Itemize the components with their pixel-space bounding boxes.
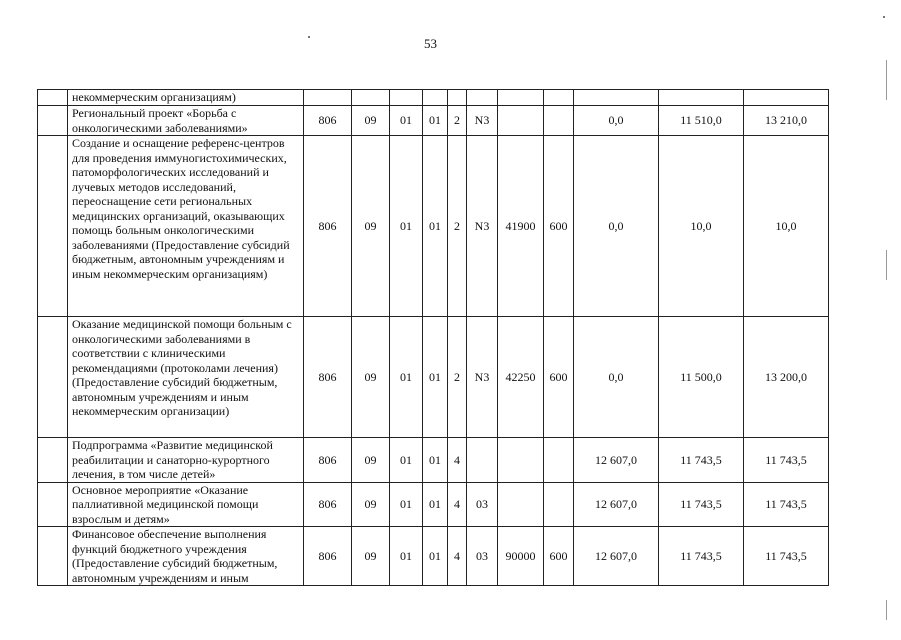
amount-year1-cell: 0,0: [574, 317, 659, 438]
amount-year3-cell: 11 743,5: [744, 438, 829, 483]
row-index-cell: [38, 317, 68, 438]
direction-code-cell: 41900: [498, 136, 544, 317]
program-code-cell: 01: [423, 317, 448, 438]
subsection-code-cell: 01: [390, 482, 423, 527]
expense-type-cell: [544, 106, 574, 136]
item-name-cell: Финансовое обеспечение выполнения функций бюджетного учреждения (Предоставление субсидий бюджетным, автономным учреждениям и иным: [68, 527, 304, 586]
subprogram-code-cell: 2: [448, 317, 467, 438]
event-code-cell: [467, 90, 498, 106]
budget-table: [37, 89, 829, 586]
program-code-cell: 01: [423, 527, 448, 586]
table-row: [38, 482, 829, 527]
subprogram-code-cell: 4: [448, 482, 467, 527]
row-index-cell: [38, 438, 68, 483]
direction-code-cell: 42250: [498, 317, 544, 438]
amount-year2-cell: 11 510,0: [659, 106, 744, 136]
event-code-cell: N3: [467, 106, 498, 136]
subsection-code-cell: 01: [390, 317, 423, 438]
direction-code-cell: 90000: [498, 527, 544, 586]
program-code-cell: [423, 90, 448, 106]
amount-year2-cell: 11 743,5: [659, 482, 744, 527]
item-name-cell: Подпрограмма «Развитие медицинской реабилитации и санаторно-курортного лечения, в том числе детей»: [68, 438, 304, 483]
table-row: [38, 527, 829, 586]
section-code-cell: 09: [352, 438, 390, 483]
expense-type-cell: 600: [544, 317, 574, 438]
amount-year1-cell: 0,0: [574, 136, 659, 317]
program-code-cell: 01: [423, 136, 448, 317]
program-code-cell: 01: [423, 482, 448, 527]
ministry-code-cell: 806: [304, 527, 352, 586]
amount-year3-cell: 13 200,0: [744, 317, 829, 438]
table-row: [38, 438, 829, 483]
row-index-cell: [38, 482, 68, 527]
ministry-code-cell: 806: [304, 317, 352, 438]
program-code-cell: 01: [423, 438, 448, 483]
section-code-cell: 09: [352, 527, 390, 586]
subsection-code-cell: 01: [390, 438, 423, 483]
table-row: [38, 106, 829, 136]
row-index-cell: [38, 90, 68, 106]
subsection-code-cell: [390, 90, 423, 106]
amount-year2-cell: 11 743,5: [659, 527, 744, 586]
table-row: [38, 136, 829, 317]
item-name-cell: Оказание медицинской помощи больным с онкологическими заболеваниями в соответствии с клиническими рекомендациями (протоколами лечения) (Предоставление субсидий бюджетным, автономным учреждениям и иным некоммерческим организации): [68, 317, 304, 438]
page-number: 53: [424, 36, 437, 51]
subsection-code-cell: 01: [390, 136, 423, 317]
subprogram-code-cell: 2: [448, 106, 467, 136]
expense-type-cell: 600: [544, 136, 574, 317]
amount-year1-cell: 12 607,0: [574, 438, 659, 483]
section-code-cell: 09: [352, 106, 390, 136]
expense-type-cell: [544, 482, 574, 527]
ministry-code-cell: 806: [304, 482, 352, 527]
section-code-cell: 09: [352, 136, 390, 317]
section-code-cell: 09: [352, 482, 390, 527]
amount-year1-cell: 12 607,0: [574, 482, 659, 527]
scan-artifact: [886, 250, 887, 280]
table-row: [38, 317, 829, 438]
event-code-cell: 03: [467, 527, 498, 586]
row-index-cell: [38, 106, 68, 136]
event-code-cell: N3: [467, 317, 498, 438]
event-code-cell: N3: [467, 136, 498, 317]
amount-year3-cell: 13 210,0: [744, 106, 829, 136]
item-name-cell: Региональный проект «Борьба с онкологическими заболеваниями»: [68, 106, 304, 136]
amount-year2-cell: 11 743,5: [659, 438, 744, 483]
amount-year3-cell: 11 743,5: [744, 482, 829, 527]
amount-year1-cell: 12 607,0: [574, 527, 659, 586]
amount-year1-cell: 0,0: [574, 106, 659, 136]
expense-type-cell: [544, 90, 574, 106]
ministry-code-cell: 806: [304, 136, 352, 317]
amount-year3-cell: 10,0: [744, 136, 829, 317]
row-index-cell: [38, 136, 68, 317]
scan-speck: [883, 16, 885, 18]
scan-speck: [308, 36, 310, 38]
item-name-cell: Создание и оснащение референс-центров для проведения иммуногистохимических, патоморфологических исследований и лучевых методов исследований, переоснащение сети региональных медицинских организаций, оказывающих помощь больным онкологическими заболеваниями (Предоставление субсидий бюджетным, автономным учреждениям и иным некоммерческим организациям): [68, 136, 304, 317]
row-index-cell: [38, 527, 68, 586]
subsection-code-cell: 01: [390, 527, 423, 586]
item-name-cell: Основное мероприятие «Оказание паллиативной медицинской помощи взрослым и детям»: [68, 482, 304, 527]
subprogram-code-cell: [448, 90, 467, 106]
scan-artifact: [886, 60, 887, 100]
item-name-cell: некоммерческим организациям): [68, 90, 304, 106]
section-code-cell: [352, 90, 390, 106]
amount-year3-cell: 11 743,5: [744, 527, 829, 586]
subprogram-code-cell: 2: [448, 136, 467, 317]
direction-code-cell: [498, 482, 544, 527]
amount-year3-cell: [744, 90, 829, 106]
section-code-cell: 09: [352, 317, 390, 438]
direction-code-cell: [498, 90, 544, 106]
expense-type-cell: 600: [544, 527, 574, 586]
scan-artifact: [886, 600, 887, 620]
expense-type-cell: [544, 438, 574, 483]
event-code-cell: [467, 438, 498, 483]
subprogram-code-cell: 4: [448, 527, 467, 586]
ministry-code-cell: 806: [304, 106, 352, 136]
amount-year2-cell: [659, 90, 744, 106]
subsection-code-cell: 01: [390, 106, 423, 136]
table-row: [38, 90, 829, 106]
ministry-code-cell: [304, 90, 352, 106]
direction-code-cell: [498, 106, 544, 136]
program-code-cell: 01: [423, 106, 448, 136]
direction-code-cell: [498, 438, 544, 483]
subprogram-code-cell: 4: [448, 438, 467, 483]
ministry-code-cell: 806: [304, 438, 352, 483]
amount-year2-cell: 11 500,0: [659, 317, 744, 438]
amount-year1-cell: [574, 90, 659, 106]
event-code-cell: 03: [467, 482, 498, 527]
amount-year2-cell: 10,0: [659, 136, 744, 317]
